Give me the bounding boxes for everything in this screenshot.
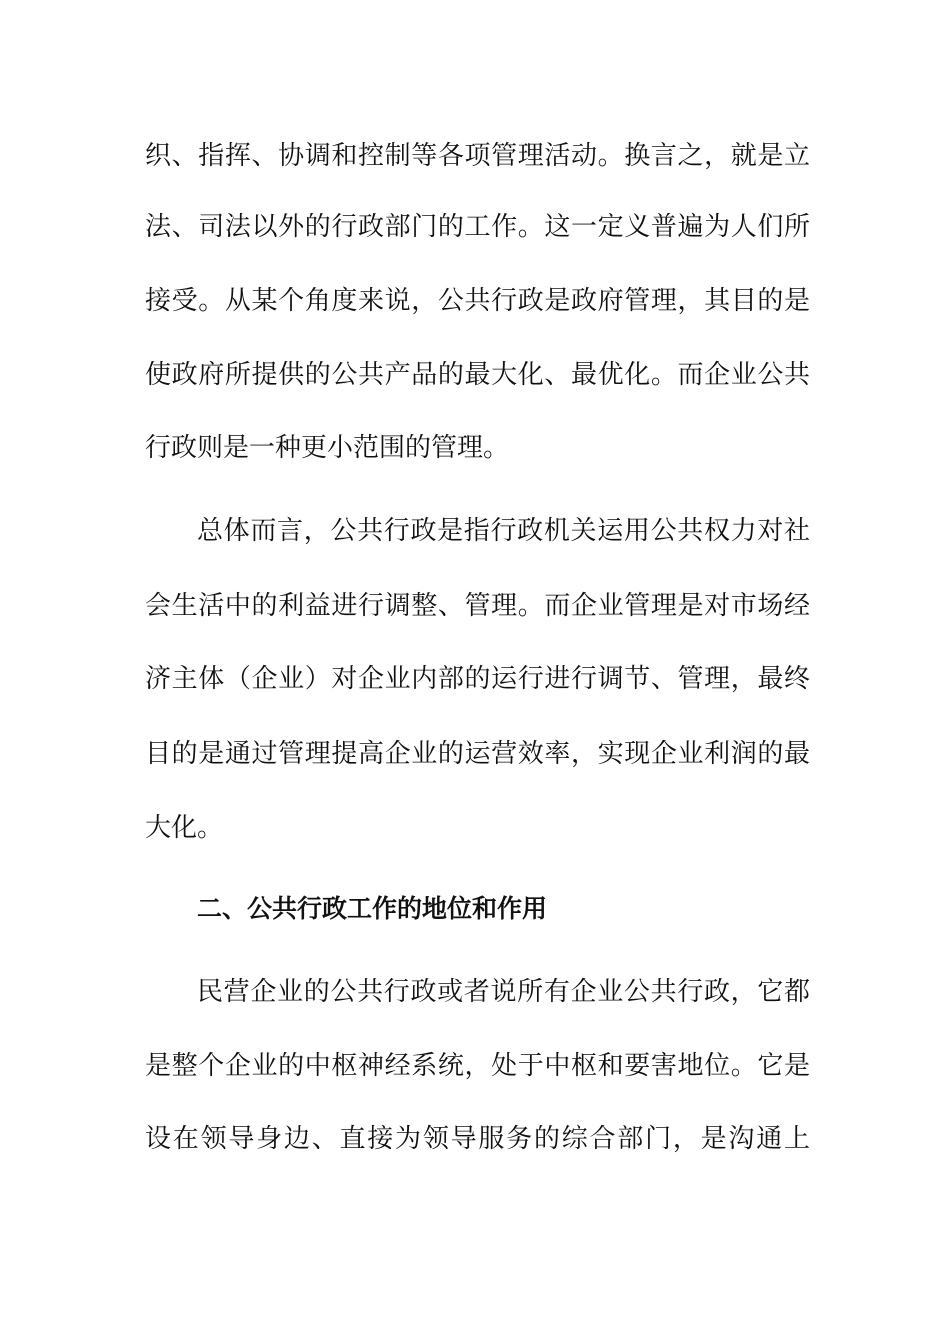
body-line: 使政府所提供的公共产品的最大化、最优化。而企业公共 — [145, 360, 810, 390]
body-line: 大化。 — [145, 813, 224, 843]
body-line: 是整个企业的中枢神经系统，处于中枢和要害地位。它是 — [145, 1051, 810, 1081]
body-line: 济主体（企业）对企业内部的运行进行调节、管理，最终 — [145, 664, 810, 694]
body-line: 接受。从某个角度来说，公共行政是政府管理，其目的是 — [145, 286, 810, 316]
body-line: 法、司法以外的行政部门的工作。这一定义普遍为人们所 — [145, 212, 810, 242]
section-heading: 二、公共行政工作的地位和作用 — [197, 894, 548, 923]
body-line: 设在领导身边、直接为领导服务的综合部门，是沟通上 — [145, 1124, 810, 1154]
paragraph-first-line: 总体而言，公共行政是指行政机关运用公共权力对社 — [197, 516, 810, 546]
body-line: 目的是通过管理提高企业的运营效率，实现企业利润的最 — [145, 739, 810, 769]
body-line: 行政则是一种更小范围的管理。 — [145, 433, 510, 463]
paragraph-first-line: 民营企业的公共行政或者说所有企业公共行政，它都 — [197, 977, 810, 1007]
body-line: 会生活中的利益进行调整、管理。而企业管理是对市场经 — [145, 591, 810, 621]
body-line: 织、指挥、协调和控制等各项管理活动。换言之，就是立 — [145, 141, 810, 171]
